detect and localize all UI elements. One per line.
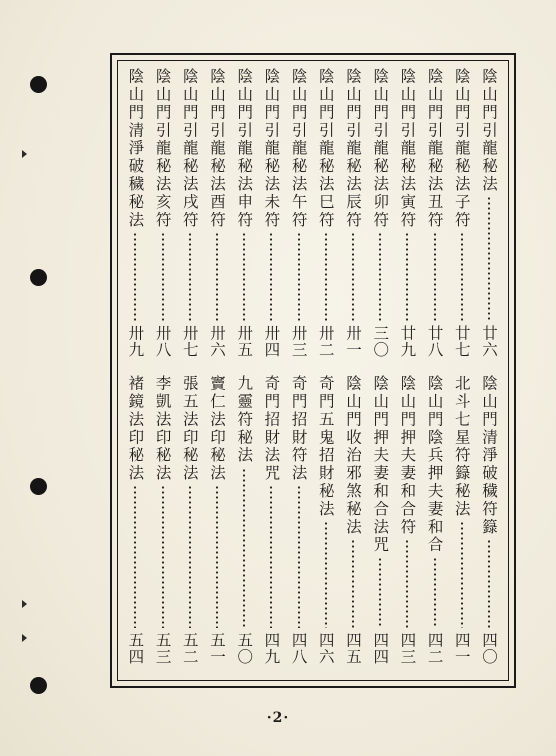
binding-mark — [22, 634, 27, 642]
dot-leader — [488, 539, 490, 628]
toc-entry — [232, 375, 256, 665]
toc-entry-title: 陰山門引龍秘法丑符 — [425, 68, 444, 230]
toc-entry-title: 陰山門引龍秘法未符 — [262, 68, 281, 230]
toc-entry-page: 卅四 — [262, 325, 281, 358]
dot-leader — [352, 539, 354, 628]
toc-entry-page: 四三 — [398, 632, 417, 665]
toc-entry-title: 陰山門引龍秘法子符 — [452, 68, 471, 230]
binding-hole — [30, 76, 47, 93]
toc-entry-page: 廿八 — [425, 325, 444, 358]
toc-entry-page: 五一 — [208, 632, 226, 665]
dot-leader — [434, 557, 436, 628]
toc-entry-page: 五四 — [126, 632, 145, 665]
dot-leader — [134, 485, 136, 628]
toc-entry-page: 卅二 — [316, 325, 335, 358]
dot-leader — [488, 196, 490, 321]
dot-leader — [189, 232, 191, 321]
toc-entry-page: 卅八 — [153, 325, 172, 358]
dot-leader — [461, 232, 463, 321]
toc-entry-title: 陰山門引龍秘法申符 — [235, 68, 254, 230]
toc-entry — [341, 375, 365, 665]
toc-entry-page: 四一 — [452, 632, 471, 665]
toc-entry-page: 卅三 — [289, 325, 308, 358]
toc-entry — [368, 68, 392, 358]
toc-entry — [450, 375, 474, 665]
toc-entry-page: 四五 — [344, 632, 362, 665]
toc-entry — [259, 68, 283, 358]
toc-entry — [205, 68, 229, 358]
toc-entry-title: 陰山門引龍秘法戌符 — [180, 68, 199, 230]
toc-entry-title: 陰山門押夫妻和合符 — [398, 375, 417, 537]
toc-entry-page: 四二 — [425, 632, 444, 665]
toc-entry-page: 五二 — [180, 632, 199, 665]
page-number: ·2· — [266, 710, 290, 726]
toc-entry — [477, 68, 501, 358]
toc-entry-title: 陰山門收治邪煞秘法 — [344, 375, 362, 537]
dot-leader — [270, 232, 272, 321]
dot-leader — [134, 232, 136, 321]
dot-leader — [379, 557, 381, 628]
toc-entry-title: 陰山門押夫妻和合法咒 — [371, 375, 390, 554]
dot-leader — [325, 521, 327, 628]
toc-entry-title: 陰山門引龍秘法午符 — [289, 68, 308, 230]
toc-entry-title: 北斗七星符籙秘法 — [452, 375, 471, 519]
binding-hole — [30, 478, 47, 495]
toc-entry-page: 五三 — [153, 632, 172, 665]
dot-leader — [325, 232, 327, 321]
toc-entry-title: 奇門五鬼招財秘法 — [316, 375, 335, 519]
toc-entry — [259, 375, 283, 665]
toc-entry — [287, 68, 311, 358]
toc-entry — [123, 375, 147, 665]
toc-entry-page: 三〇 — [371, 325, 390, 358]
toc-entry-page: 卅一 — [344, 325, 362, 358]
toc-entry-page: 五〇 — [235, 632, 254, 665]
toc-entry-page: 廿九 — [398, 325, 417, 358]
toc-entry-page: 卅五 — [235, 325, 254, 358]
toc-entry-title: 陰山門引龍秘法巳符 — [316, 68, 335, 230]
toc-entry-title: 張五法印秘法 — [180, 375, 199, 483]
toc-entry-page: 廿七 — [452, 325, 471, 358]
toc-entry-title: 陰山門引龍秘法卯符 — [371, 68, 390, 230]
toc-entry — [423, 375, 447, 665]
toc-entry-title: 陰山門引龍秘法 — [480, 68, 498, 194]
toc-entry-title: 陰山門引龍秘法辰符 — [344, 68, 362, 230]
binding-mark — [22, 150, 27, 158]
toc-entry-page: 四〇 — [480, 632, 498, 665]
toc-entry — [287, 375, 311, 665]
toc-entry — [395, 68, 419, 358]
toc-entry — [314, 68, 338, 358]
dot-leader — [162, 232, 164, 321]
toc-entry — [232, 68, 256, 358]
toc-entry-page: 四六 — [316, 632, 335, 665]
dot-leader — [406, 539, 408, 628]
toc-entry — [205, 375, 229, 665]
binding-hole — [30, 677, 47, 694]
toc-entry — [423, 68, 447, 358]
dot-leader — [406, 232, 408, 321]
toc-entry — [314, 375, 338, 665]
toc-entry-page: 四八 — [289, 632, 308, 665]
toc-entry-title: 陰山門清淨破穢符籙 — [480, 375, 498, 537]
toc-entry-page: 卅七 — [180, 325, 199, 358]
toc-entry-page: 卅六 — [208, 325, 226, 358]
toc-entry-title: 奇門招財法咒 — [262, 375, 281, 483]
dot-leader — [298, 485, 300, 628]
dot-leader — [298, 232, 300, 321]
toc-entry-title: 李凱法印秘法 — [153, 375, 172, 483]
toc-entry-title: 陰山門陰兵押夫妻和合 — [425, 375, 444, 554]
dot-leader — [270, 485, 272, 628]
dot-leader — [352, 232, 354, 321]
dot-leader — [243, 232, 245, 321]
toc-entry-page: 卅九 — [126, 325, 145, 358]
dot-leader — [243, 468, 245, 629]
toc-entry — [123, 68, 147, 358]
binding-hole — [30, 269, 47, 286]
toc-entry-page: 四四 — [371, 632, 390, 665]
toc-entry — [178, 68, 202, 358]
dot-leader — [162, 485, 164, 628]
dot-leader — [434, 232, 436, 321]
dot-leader — [216, 485, 218, 628]
toc-entry-title: 九靈符秘法 — [235, 375, 254, 465]
toc-entry-title: 陰山門引龍秘法寅符 — [398, 68, 417, 230]
toc-entry-page: 四九 — [262, 632, 281, 665]
toc-entry-page: 廿六 — [480, 325, 498, 358]
dot-leader — [379, 232, 381, 321]
toc-entry-title: 陰山門清淨破穢秘法 — [126, 68, 145, 230]
dot-leader — [461, 521, 463, 628]
toc-entry-title: 陰山門引龍秘法亥符 — [153, 68, 172, 230]
dot-leader — [216, 232, 218, 321]
toc-entry — [151, 68, 175, 358]
toc-entry — [477, 375, 501, 665]
toc-entry — [450, 68, 474, 358]
binding-mark — [22, 600, 27, 608]
dot-leader — [189, 485, 191, 628]
toc-entry — [151, 375, 175, 665]
toc-entry-title: 竇仁法印秘法 — [208, 375, 226, 483]
toc-entry — [178, 375, 202, 665]
toc-entry — [341, 68, 365, 358]
toc-entry — [368, 375, 392, 665]
toc-entry-title: 陰山門引龍秘法酉符 — [208, 68, 226, 230]
toc-entry-title: 褚鏡法印秘法 — [126, 375, 145, 483]
toc-entry-title: 奇門招財符法 — [289, 375, 308, 483]
toc-entry — [395, 375, 419, 665]
